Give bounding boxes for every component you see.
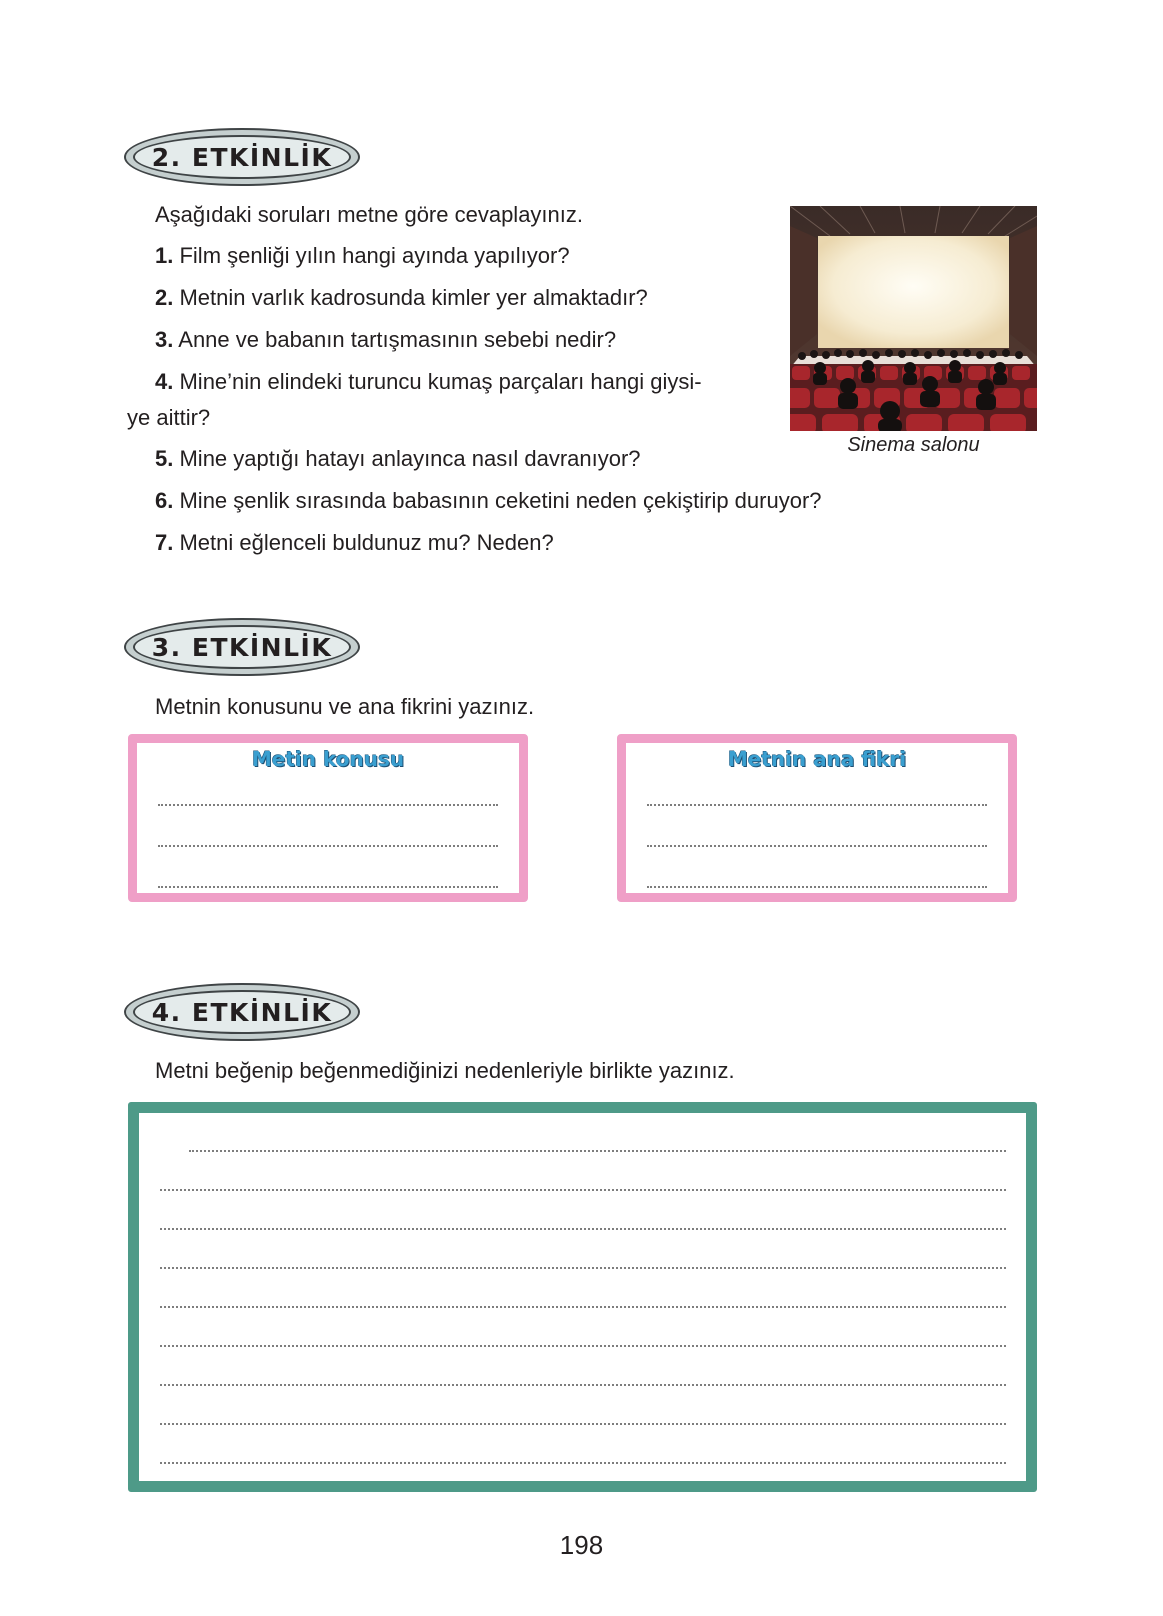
- question-6: 6. Mine şenlik sırasında babasının ceketini neden çekiştirip duruyor?: [155, 488, 822, 513]
- writing-line[interactable]: [160, 1189, 1006, 1191]
- activity-4-title: 4. ETKİNLİK: [151, 997, 333, 1027]
- writing-line[interactable]: [160, 1267, 1006, 1269]
- writing-line[interactable]: [160, 1462, 1006, 1464]
- question-7: 7. Metni eğlenceli buldunuz mu? Neden?: [155, 530, 554, 555]
- page-number: 198: [559, 1530, 604, 1560]
- main-idea-box: [617, 734, 1017, 902]
- writing-line[interactable]: [647, 804, 987, 806]
- writing-line[interactable]: [189, 1150, 1006, 1152]
- writing-line[interactable]: [160, 1228, 1006, 1230]
- image-caption: Sinema salonu: [847, 434, 980, 456]
- question-4-continuation: ye aittir?: [127, 405, 211, 430]
- writing-line[interactable]: [160, 1345, 1006, 1347]
- writing-line[interactable]: [158, 804, 498, 806]
- activity-2-title: 2. ETKİNLİK: [151, 142, 333, 172]
- writing-line[interactable]: [158, 886, 498, 888]
- activity-2-intro: Aşağıdaki soruları metne göre cevaplayınız.: [155, 202, 584, 227]
- question-3: 3. Anne ve babanın tartışmasının sebebi nedir?: [155, 327, 617, 352]
- question-4: 4. Mine’nin elindeki turuncu kumaş parçaları hangi giysi-: [155, 369, 702, 394]
- activity-3-title: 3. ETKİNLİK: [151, 632, 333, 662]
- writing-line[interactable]: [158, 845, 498, 847]
- topic-box-title: Metin konusu: [251, 747, 405, 771]
- activity-3-intro: Metnin konusunu ve ana fikrini yazınız.: [155, 694, 535, 719]
- question-1: 1. Film şenliği yılın hangi ayında yapılıyor?: [155, 243, 570, 268]
- cinema-image: [790, 206, 1037, 431]
- topic-box: [128, 734, 528, 902]
- activity-4-intro: Metni beğenip beğenmediğinizi nedenleriyle birlikte yazınız.: [155, 1058, 735, 1083]
- writing-line[interactable]: [160, 1306, 1006, 1308]
- writing-line[interactable]: [647, 886, 987, 888]
- writing-line[interactable]: [647, 845, 987, 847]
- question-5: 5. Mine yaptığı hatayı anlayınca nasıl davranıyor?: [155, 446, 641, 471]
- opinion-writing-box: [128, 1102, 1037, 1492]
- activity-3-badge: [124, 618, 360, 676]
- question-2: 2. Metnin varlık kadrosunda kimler yer almaktadır?: [155, 285, 648, 310]
- activity-2-badge: [124, 128, 360, 186]
- writing-line[interactable]: [160, 1423, 1006, 1425]
- main-idea-box-title: Metnin ana fikri: [727, 747, 907, 771]
- writing-line[interactable]: [160, 1384, 1006, 1386]
- activity-4-badge: [124, 983, 360, 1041]
